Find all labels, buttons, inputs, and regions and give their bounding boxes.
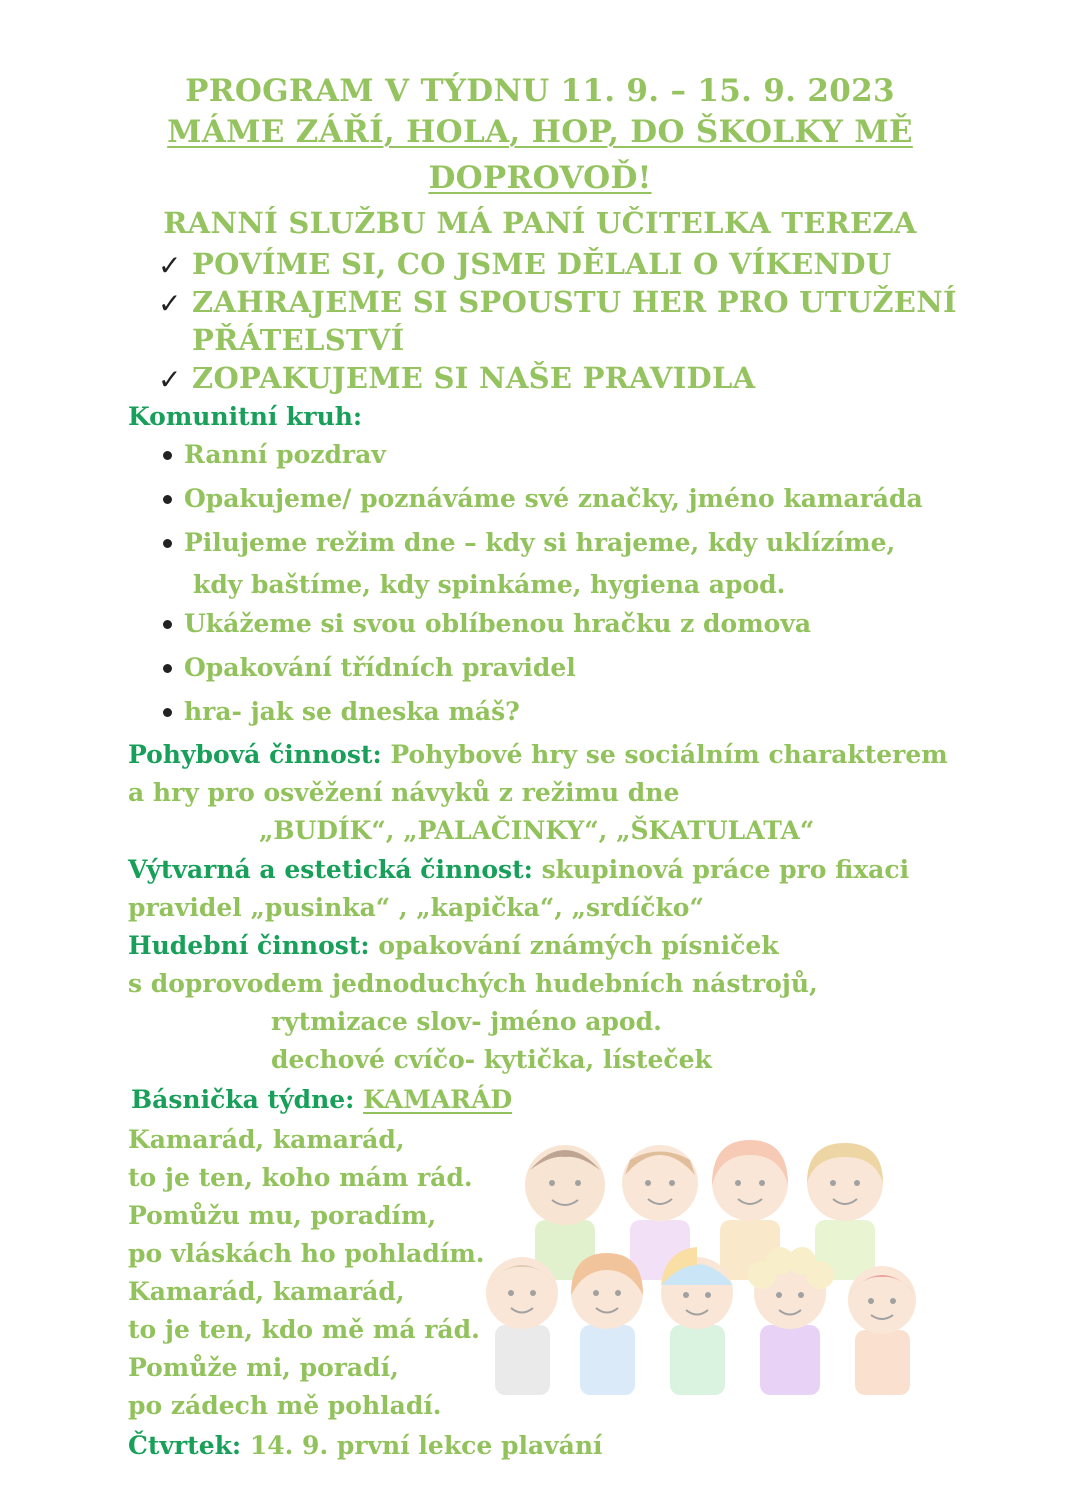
checkmark-icon: ✓	[158, 287, 182, 320]
list-item: hra- jak se dneska máš?	[184, 697, 520, 726]
poem-line: Kamarád, kamarád,	[128, 1277, 405, 1306]
pohybova-line1: Pohybová činnost: Pohybové hry se sociálním charakterem	[128, 740, 948, 769]
bullet-icon	[163, 539, 172, 548]
checkmark-icon: ✓	[158, 363, 182, 396]
poem-line: to je ten, kdo mě má rád.	[128, 1315, 480, 1344]
kid-figure	[848, 1266, 916, 1395]
list-item: Opakování třídních pravidel	[184, 653, 576, 682]
page-title-line3: DOPROVOĎ!	[428, 160, 652, 196]
kid-figure	[807, 1143, 883, 1280]
hudebni-line4: dechové cvíčo- kytička, lísteček	[271, 1045, 712, 1074]
list-item: Opakujeme/ poznáváme své značky, jméno kamaráda	[184, 484, 923, 513]
ctvrtek-label: Čtvrtek:	[128, 1431, 242, 1460]
checklist-item: POVÍME SI, CO JSME DĚLALI O VÍKENDU	[192, 247, 892, 281]
pohybova-label: Pohybová činnost:	[128, 740, 382, 769]
kid-figure	[571, 1253, 643, 1395]
bullet-icon	[163, 495, 172, 504]
list-item: Ukážeme si svou oblíbenou hračku z domova	[184, 609, 812, 638]
kid-figure	[748, 1247, 834, 1395]
hudebni-line3: rytmizace slov- jméno apod.	[271, 1007, 662, 1036]
bullet-icon	[163, 451, 172, 460]
hudebni-line2: s doprovodem jednoduchých hudebních nástrojů,	[128, 969, 818, 998]
kids-group-illustration	[480, 1125, 960, 1415]
kid-figure	[661, 1247, 733, 1395]
hudebni-label: Hudební činnost:	[128, 931, 370, 960]
page-title-line2: MÁME ZÁŘÍ, HOLA, HOP, DO ŠKOLKY MĚ	[167, 114, 913, 150]
bullet-icon	[163, 664, 172, 673]
checklist-item: ZAHRAJEME SI SPOUSTU HER PRO UTUŽENÍ	[192, 285, 957, 319]
page-title-line1: PROGRAM V TÝDNU 11. 9. – 15. 9. 2023	[185, 73, 895, 109]
vytvarna-label: Výtvarná a estetická činnost:	[128, 855, 533, 884]
poem-line: po zádech mě pohladí.	[128, 1391, 442, 1420]
kid-figure	[486, 1257, 558, 1395]
list-item: Ranní pozdrav	[184, 440, 386, 469]
vytvarna-line1: Výtvarná a estetická činnost: skupinová práce pro fixaci	[128, 855, 910, 884]
vytvarna-line2: pravidel „pusinka“ , „kapička“, „srdíčko“	[128, 893, 704, 922]
poem-line: po vláskách ho pohladím.	[128, 1239, 485, 1268]
komunitni-heading: Komunitní kruh:	[128, 402, 363, 431]
checkmark-icon: ✓	[158, 249, 182, 282]
pohybova-line2: a hry pro osvěžení návyků z režimu dne	[128, 778, 680, 807]
checklist-item-continuation: PŘÁTELSTVÍ	[192, 323, 405, 357]
basnicka-title: KAMARÁD	[363, 1085, 513, 1114]
poem-line: Pomůže mi, poradí,	[128, 1353, 399, 1382]
page-subtitle: RANNÍ SLUŽBU MÁ PANÍ UČITELKA TEREZA	[163, 206, 917, 240]
checklist-item: ZOPAKUJEME SI NAŠE PRAVIDLA	[192, 361, 756, 395]
poem-line: Kamarád, kamarád,	[128, 1125, 405, 1154]
bullet-icon	[163, 708, 172, 717]
list-item: Pilujeme režim dne – kdy si hrajeme, kdy uklízíme,	[184, 528, 896, 557]
hudebni-line1: Hudební činnost: opakování známých písniček	[128, 931, 779, 960]
poem-line: to je ten, koho mám rád.	[128, 1163, 473, 1192]
poem-line: Pomůžu mu, poradím,	[128, 1201, 437, 1230]
bullet-icon	[163, 620, 172, 629]
pohybova-games: „BUDÍK“, „PALAČINKY“, „ŠKATULATA“	[259, 816, 815, 845]
list-item-continuation: kdy baštíme, kdy spinkáme, hygiena apod.	[193, 570, 786, 599]
ctvrtek-line: Čtvrtek: 14. 9. první lekce plavání	[128, 1431, 603, 1460]
basnicka-heading: Básnička týdne: KAMARÁD	[131, 1085, 513, 1114]
